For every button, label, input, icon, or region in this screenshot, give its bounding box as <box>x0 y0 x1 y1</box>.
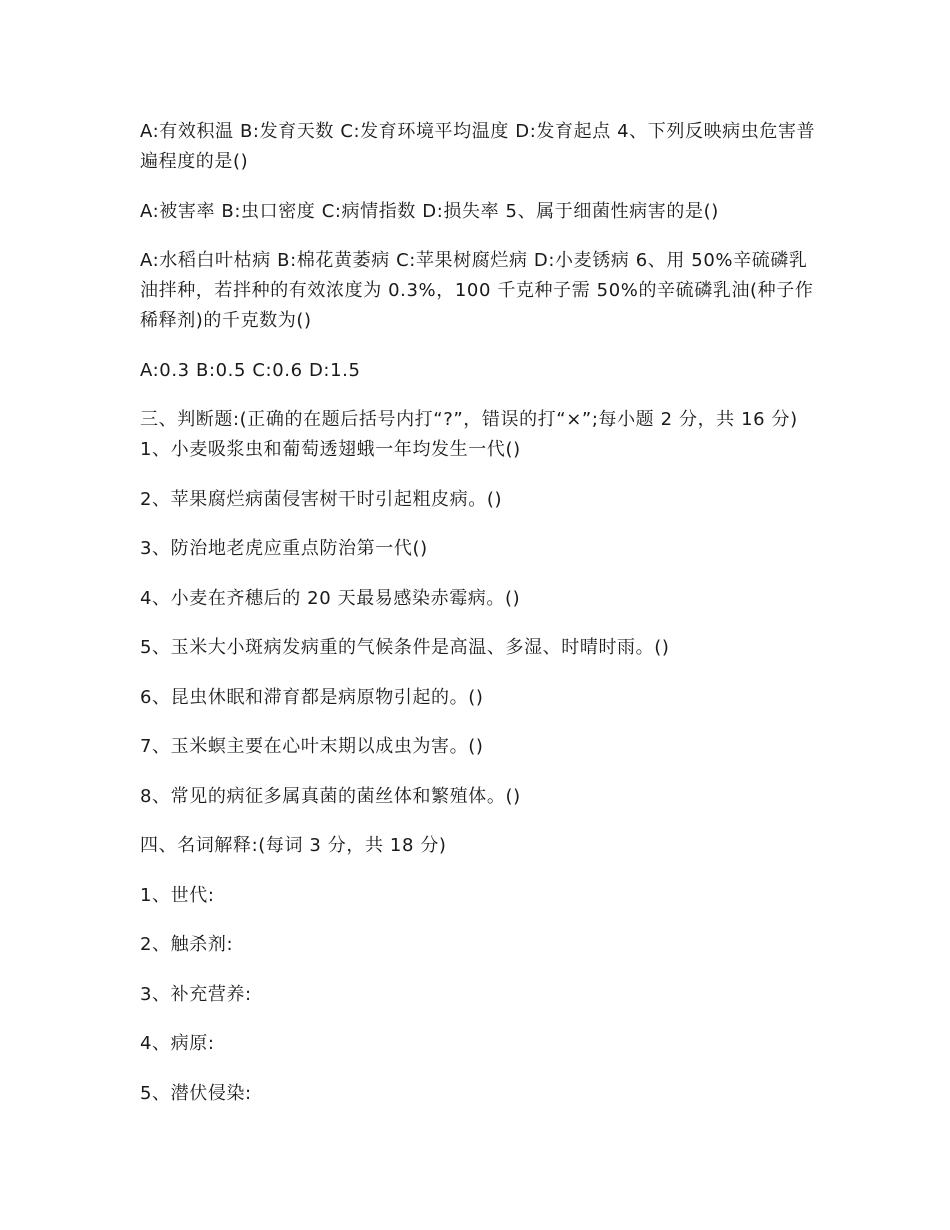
true-false-item-7: 7、玉米螟主要在心叶末期以成虫为害。() <box>140 736 484 757</box>
question-options-6: A:0.3 B:0.5 C:0.6 D:1.5 <box>140 359 361 381</box>
term-item-1: 1、世代: <box>140 884 215 906</box>
true-false-item-6: 6、昆虫休眠和滞育都是病原物引起的。() <box>140 686 484 708</box>
true-false-item-5: 5、玉米大小斑病发病重的气候条件是高温、多湿、时晴时雨。() <box>140 637 670 658</box>
term-item-5: 5、潜伏侵染: <box>140 1082 252 1104</box>
true-false-item-3: 3、防治地老虎应重点防治第一代() <box>140 538 428 559</box>
term-item-4: 4、病原: <box>140 1033 215 1054</box>
section-terms-heading: 四、名词解释:(每词 3 分，共 18 分) <box>140 835 447 856</box>
true-false-item-4: 4、小麦在齐穗后的 20 天最易感染赤霉病。() <box>140 587 521 609</box>
page-content <box>140 117 820 1128</box>
true-false-item-2: 2、苹果腐烂病菌侵害树干时引起粗皮病。() <box>140 488 503 510</box>
question-options-4: A:被害率 B:虫口密度 C:病情指数 D:损失率 5、属于细菌性病害的是() <box>140 200 719 222</box>
section-true-false-heading: 三、判断题:(正确的在题后括号内打“?”，错误的打“×”;每小题 2 分，共 16 分) 1、小麦吸浆虫和葡萄透翅蛾一年均发生一代() <box>140 409 798 460</box>
question-options-5: A:水稻白叶枯病 B:棉花黄萎病 C:苹果树腐烂病 D:小麦锈病 6、用 50%辛硫磷乳油拌种，若拌种的有效浓度为 0.3%，100 千克种子需 50%的辛硫磷乳油(种子作稀释剂)的千克数为() <box>140 250 814 331</box>
term-item-3: 3、补充营养: <box>140 983 252 1005</box>
true-false-item-8: 8、常见的病征多属真菌的菌丝体和繁殖体。() <box>140 785 521 807</box>
term-item-2: 2、触杀剂: <box>140 934 234 955</box>
question-options-3: A:有效积温 B:发育天数 C:发育环境平均温度 D:发育起点 4、下列反映病虫危害普遍程度的是() <box>140 121 816 172</box>
